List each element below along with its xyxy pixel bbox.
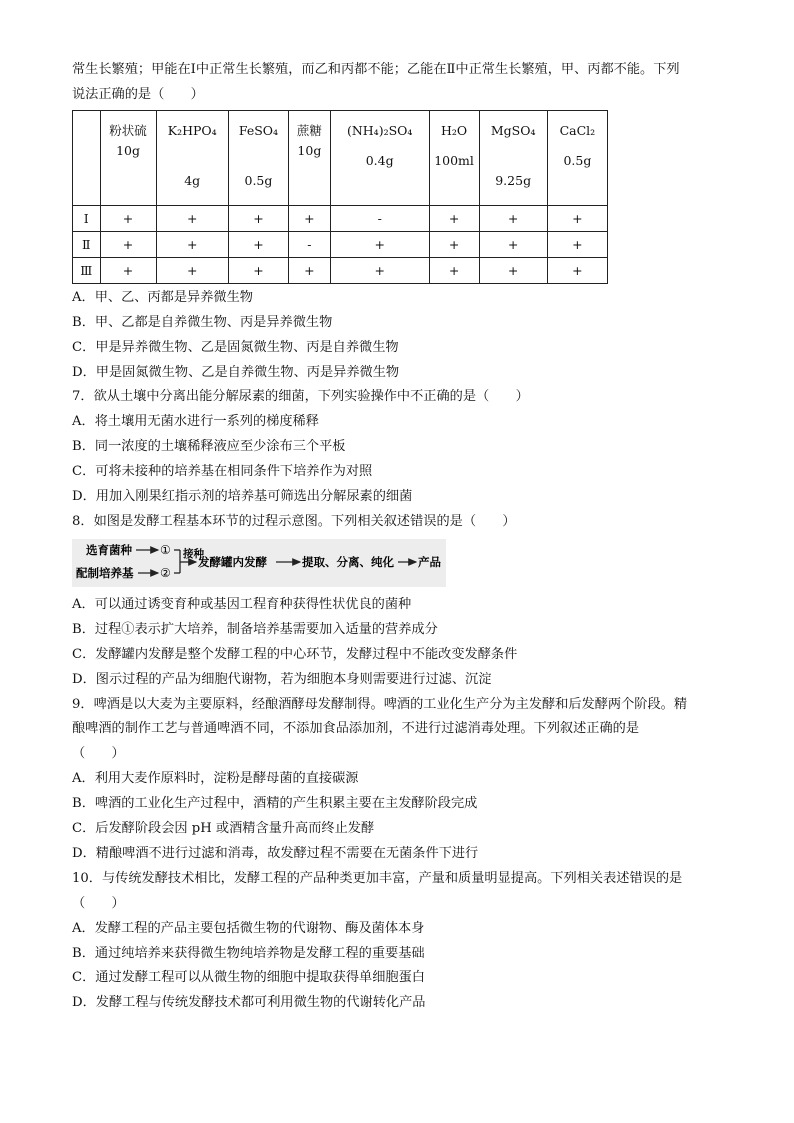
q7-option-c: C．可将未接种的培养基在相同条件下培养作为对照: [72, 464, 373, 480]
q9-option-a: A．利用大麦作原料时，淀粉是酵母菌的直接碳源: [72, 771, 359, 787]
label-ferment: 发酵罐内发酵: [198, 554, 267, 569]
q6-stem-line2: 说法正确的是（ ）: [72, 86, 204, 102]
table-cell: +: [100, 257, 156, 283]
q6-option-d: D．甲是固氮微生物、乙是自养微生物、丙是异养微生物: [72, 364, 400, 380]
q10-option-d: D．发酵工程与传统发酵技术都可利用微生物的代谢转化产品: [72, 995, 426, 1011]
q6-option-b: B．甲、乙都是自养微生物、丙是异养微生物: [72, 314, 333, 330]
label-inoculate: 接种: [183, 547, 204, 560]
row-label: Ⅰ: [73, 205, 101, 231]
label-prepare-medium: 配制培养基: [76, 565, 134, 580]
fermentation-process-diagram: [72, 539, 446, 587]
q8-option-a: A．可以通过诱变育种或基因工程育种获得性状优良的菌种: [72, 596, 412, 612]
table-cell: +: [228, 231, 288, 257]
q7-option-d: D．用加入刚果红指示剂的培养基可筛选出分解尿素的细菌: [72, 489, 413, 505]
table-cell: +: [547, 257, 607, 283]
table-row-1: [73, 205, 608, 231]
q9-stem-line3: （ ）: [72, 746, 125, 762]
table-cell: +: [429, 231, 479, 257]
table-cell: +: [330, 257, 429, 283]
q9-option-d: D．精酿啤酒不进行过滤和消毒，故发酵过程不需要在无菌条件下进行: [72, 845, 479, 861]
table-cell: +: [289, 257, 331, 283]
table-cell: +: [100, 231, 156, 257]
q9-option-b: B．啤酒的工业化生产过程中，酒精的产生积累主要在主发酵阶段完成: [72, 796, 478, 812]
q8-option-c: C．发酵罐内发酵是整个发酵工程的中心环节，发酵过程中不能改变发酵条件: [72, 646, 518, 662]
table-cell: +: [547, 231, 607, 257]
label-step2: ②: [160, 565, 171, 580]
label-step1: ①: [160, 542, 171, 557]
q9-stem-line1: 9．啤酒是以大麦为主要原料，经酿酒酵母发酵制得。啤酒的工业化生产分为主发酵和后发酵两个阶段。精: [72, 696, 688, 712]
q10-option-a: A．发酵工程的产品主要包括微生物的代谢物、酶及菌体本身: [72, 920, 425, 936]
q6-option-a: A．甲、乙、丙都是异养微生物: [72, 289, 253, 305]
table-cell: -: [330, 205, 429, 231]
table-cell: +: [100, 205, 156, 231]
row-label: Ⅱ: [73, 231, 101, 257]
label-select-strain: 选育菌种: [86, 542, 132, 557]
header-sulfur: 粉状硫 10g: [100, 110, 156, 205]
header-feso4: FeSO₄ 0.5g: [228, 110, 288, 205]
exam-page: [72, 58, 732, 1016]
table-cell: +: [330, 231, 429, 257]
q8-stem: 8．如图是发酵工程基本环节的过程示意图。下列相关叙述错误的是（ ）: [72, 513, 516, 529]
table-cell: +: [429, 257, 479, 283]
table-cell: +: [156, 257, 228, 283]
header-sucrose: 蔗糖 10g: [289, 110, 331, 205]
header-mgso4: MgSO₄ 9.25g: [479, 110, 547, 205]
table-cell: +: [479, 257, 547, 283]
table-cell: +: [228, 257, 288, 283]
culture-medium-table: [72, 110, 608, 284]
header-h2o: H₂O 100ml: [429, 110, 479, 205]
table-cell: +: [479, 205, 547, 231]
q8-option-b: B．过程①表示扩大培养，制备培养基需要加入适量的营养成分: [72, 621, 438, 637]
table-cell: +: [156, 205, 228, 231]
q8-option-d: D．图示过程的产品为细胞代谢物，若为细胞本身则需要进行过滤、沉淀: [72, 671, 492, 687]
table-corner-cell: [73, 110, 101, 205]
q9-option-c: C．后发酵阶段会因 pH 或酒精含量升高而终止发酵: [72, 821, 375, 837]
table-cell: +: [289, 205, 331, 231]
q10-option-b: B．通过纯培养来获得微生物纯培养物是发酵工程的重要基础: [72, 945, 425, 961]
table-cell: +: [228, 205, 288, 231]
q10-option-c: C．通过发酵工程可以从微生物的细胞中提取获得单细胞蛋白: [72, 970, 425, 986]
label-extract: 提取、分离、纯化: [302, 554, 394, 569]
table-cell: +: [479, 231, 547, 257]
q10-stem-line1: 10．与传统发酵技术相比，发酵工程的产品种类更加丰富，产量和质量明显提高。下列相关表述错误的是: [72, 870, 683, 886]
header-cacl2: CaCl₂ 0.5g: [547, 110, 607, 205]
table-header-row: [73, 110, 608, 205]
label-product: 产品: [418, 554, 441, 569]
table-cell: -: [289, 231, 331, 257]
q10-stem-line2: （ ）: [72, 895, 125, 911]
q6-stem-line1: 常生长繁殖；甲能在Ⅰ中正常生长繁殖，而乙和丙都不能；乙能在Ⅱ中正常生长繁殖，甲、丙都不能。下列: [72, 62, 680, 77]
table-cell: +: [547, 205, 607, 231]
q9-stem-line2: 酿啤酒的制作工艺与普通啤酒不同，不添加食品添加剂，不进行过滤消毒处理。下列叙述正确的是: [72, 721, 640, 737]
q6-option-c: C．甲是异养微生物、乙是固氮微生物、丙是自养微生物: [72, 339, 399, 355]
header-k2hpo4: K₂HPO₄ 4g: [156, 110, 228, 205]
header-nh4-2so4: (NH₄)₂SO₄ 0.4g: [330, 110, 429, 205]
table-row-2: [73, 231, 608, 257]
row-label: Ⅲ: [73, 257, 101, 283]
table-cell: +: [429, 205, 479, 231]
table-cell: +: [156, 231, 228, 257]
q7-stem: 7．欲从土壤中分离出能分解尿素的细菌，下列实验操作中不正确的是（ ）: [72, 389, 529, 405]
q7-option-a: A．将土壤用无菌水进行一系列的梯度稀释: [72, 414, 319, 430]
table-row-3: [73, 257, 608, 283]
q7-option-b: B．同一浓度的土壤稀释液应至少涂布三个平板: [72, 439, 346, 455]
